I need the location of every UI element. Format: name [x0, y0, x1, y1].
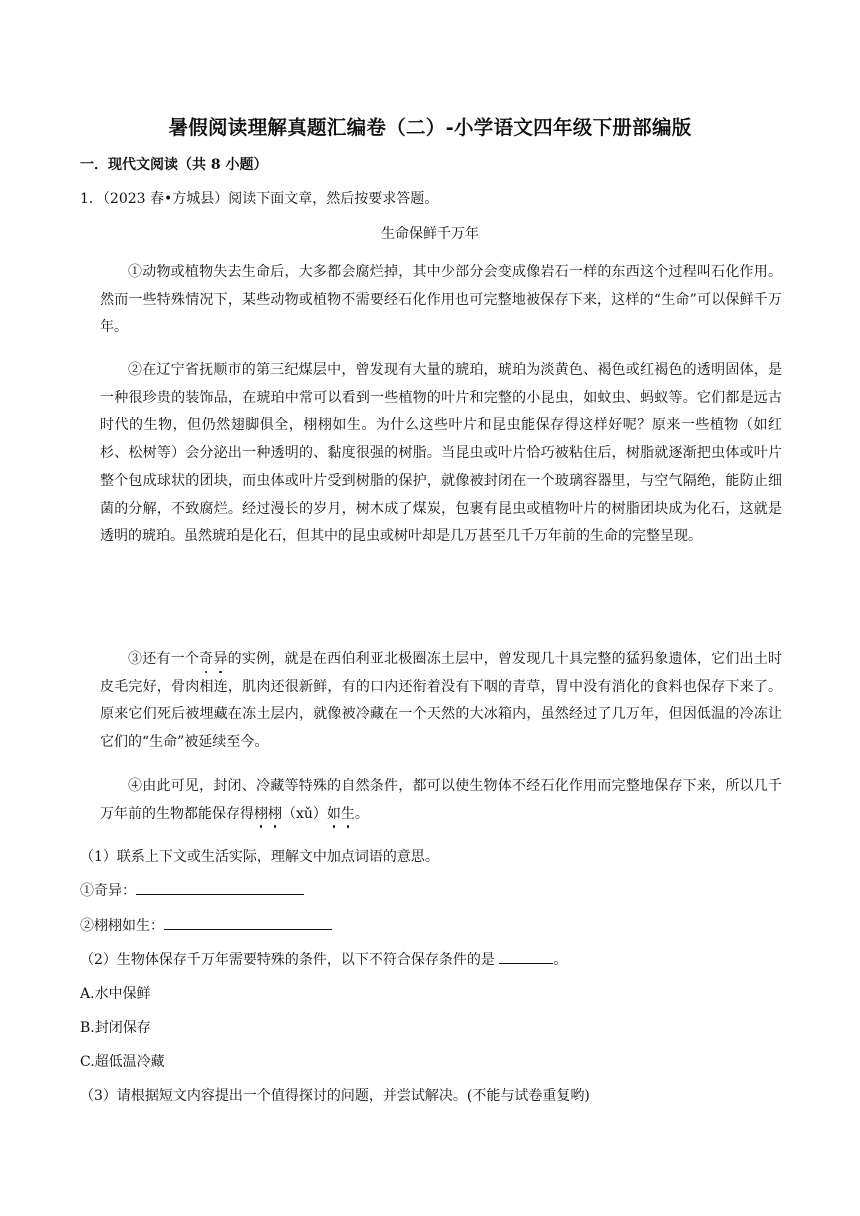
article-title: 生命保鲜千万年: [381, 226, 479, 242]
option-c: C.超低温冷藏: [80, 1054, 165, 1070]
page-title: 暑假阅读理解真题汇编卷（二）-小学语文四年级下册部编版: [168, 116, 692, 139]
paragraph-2: [100, 357, 782, 551]
dotted-char: 异: [213, 651, 228, 667]
answer-blank-2[interactable]: [164, 915, 332, 930]
answer-blank-3[interactable]: [499, 949, 553, 964]
paragraph-4-text: [100, 773, 782, 828]
option-b: B.封闭保存: [80, 1020, 151, 1036]
p3-text-b: 的实例，就是在西伯利亚北极圈冻土层中，曾发现几十具完整的猛犸象遗体，它们出土时皮毛完好，骨肉相连，肌肉还很新鲜，有的口内还衔着没有下咽的青草，胃中没有消化的食料也保存下来了。原来它们死后被埋藏在冻土层内，就像被冷藏在一个天然的大冰箱内，虽然经过了几万年，但因低温的冷冻让它们的“生命”被延续至今。: [100, 651, 783, 751]
dotted-char: 栩: [254, 805, 268, 822]
subquestion-1b: [80, 915, 332, 936]
p4-text-end: 。: [354, 805, 369, 822]
paragraph-3: [100, 646, 782, 757]
question-heading: 1．（2023 春•方城县）阅读下面文章，然后按要求答题。: [80, 191, 439, 207]
subquestion-2-text: （2）生物体保存千万年需要特殊的条件，以下不符合保存条件的是: [80, 952, 500, 968]
subquestion-1b-label: ②栩栩如生：: [80, 918, 164, 934]
dotted-char: 奇: [199, 651, 214, 667]
subquestion-3: （3）请根据短文内容提出一个值得探讨的问题，并尝试解决。(不能与试卷重复哟): [80, 1088, 590, 1104]
subquestion-2: [80, 949, 567, 970]
answer-blank-1[interactable]: [136, 880, 304, 895]
p3-text-a: ③还有一个: [128, 651, 200, 667]
subquestion-1a-label: ①奇异：: [80, 883, 136, 899]
paragraph-2-text: ②在辽宁省抚顺市的第三纪煤层中，曾发现有大量的琥珀，琥珀为淡黄色、褐色或红褐色的透明固体，是一种很珍贵的装饰品，在琥珀中常可以看到一些植物的叶片和完整的小昆虫，如蚊虫、蚂蚁等。它们都是远古时代的生物，但仍然翅脚俱全，栩栩如生。为什么这些叶片和昆虫能保存得这样好呢？原来一些植物（如红杉、松树等）会分泌出一种透明的、黏度很强的树脂。当昆虫或叶片恰巧被粘住后，树脂就逐渐把虫体或叶片整个包成球状的团块，而虫体或叶片受到树脂的保护，就像被封闭在一个玻璃容器里，与空气隔绝，能防止细菌的分解，不致腐烂。经过漫长的岁月，树木成了煤炭，包裹有昆虫或植物叶片的树脂团块成为化石，这就是透明的琥珀。虽然琥珀是化石，但其中的昆虫或树叶却是几万甚至几千万年前的生命的完整呈现。: [100, 362, 782, 545]
pinyin-note: （xǔ）: [282, 805, 327, 822]
paragraph-3-text: [100, 646, 782, 757]
dotted-char: 如: [326, 805, 341, 822]
paragraph-1: [100, 259, 782, 342]
p4-text-a: ④由此可见，封闭、冷藏等特殊的自然条件，都可以使生物体不经石化作用而完整地保存下来，所以几千万年前的生物都能保存得: [100, 778, 782, 822]
subquestion-1a: [80, 880, 304, 901]
dotted-char: 栩: [268, 805, 282, 822]
paragraph-4: [100, 773, 782, 828]
section-heading: 一．现代文阅读（共 8 小题）: [80, 157, 268, 173]
option-a: A.水中保鲜: [80, 986, 151, 1002]
subquestion-2-end: 。: [553, 952, 568, 968]
paragraph-1-text: ①动物或植物失去生命后，大多都会腐烂掉，其中少部分会变成像岩石一样的东西这个过程叫石化作用。然而一些特殊情况下，某些动物或植物不需要经石化作用也可完整地被保存下来，这样的“生命”可以保鲜千万年。: [100, 264, 782, 336]
dotted-char: 生: [340, 805, 355, 822]
subquestion-1: （1）联系上下文或生活实际，理解文中加点词语的意思。: [80, 849, 439, 865]
